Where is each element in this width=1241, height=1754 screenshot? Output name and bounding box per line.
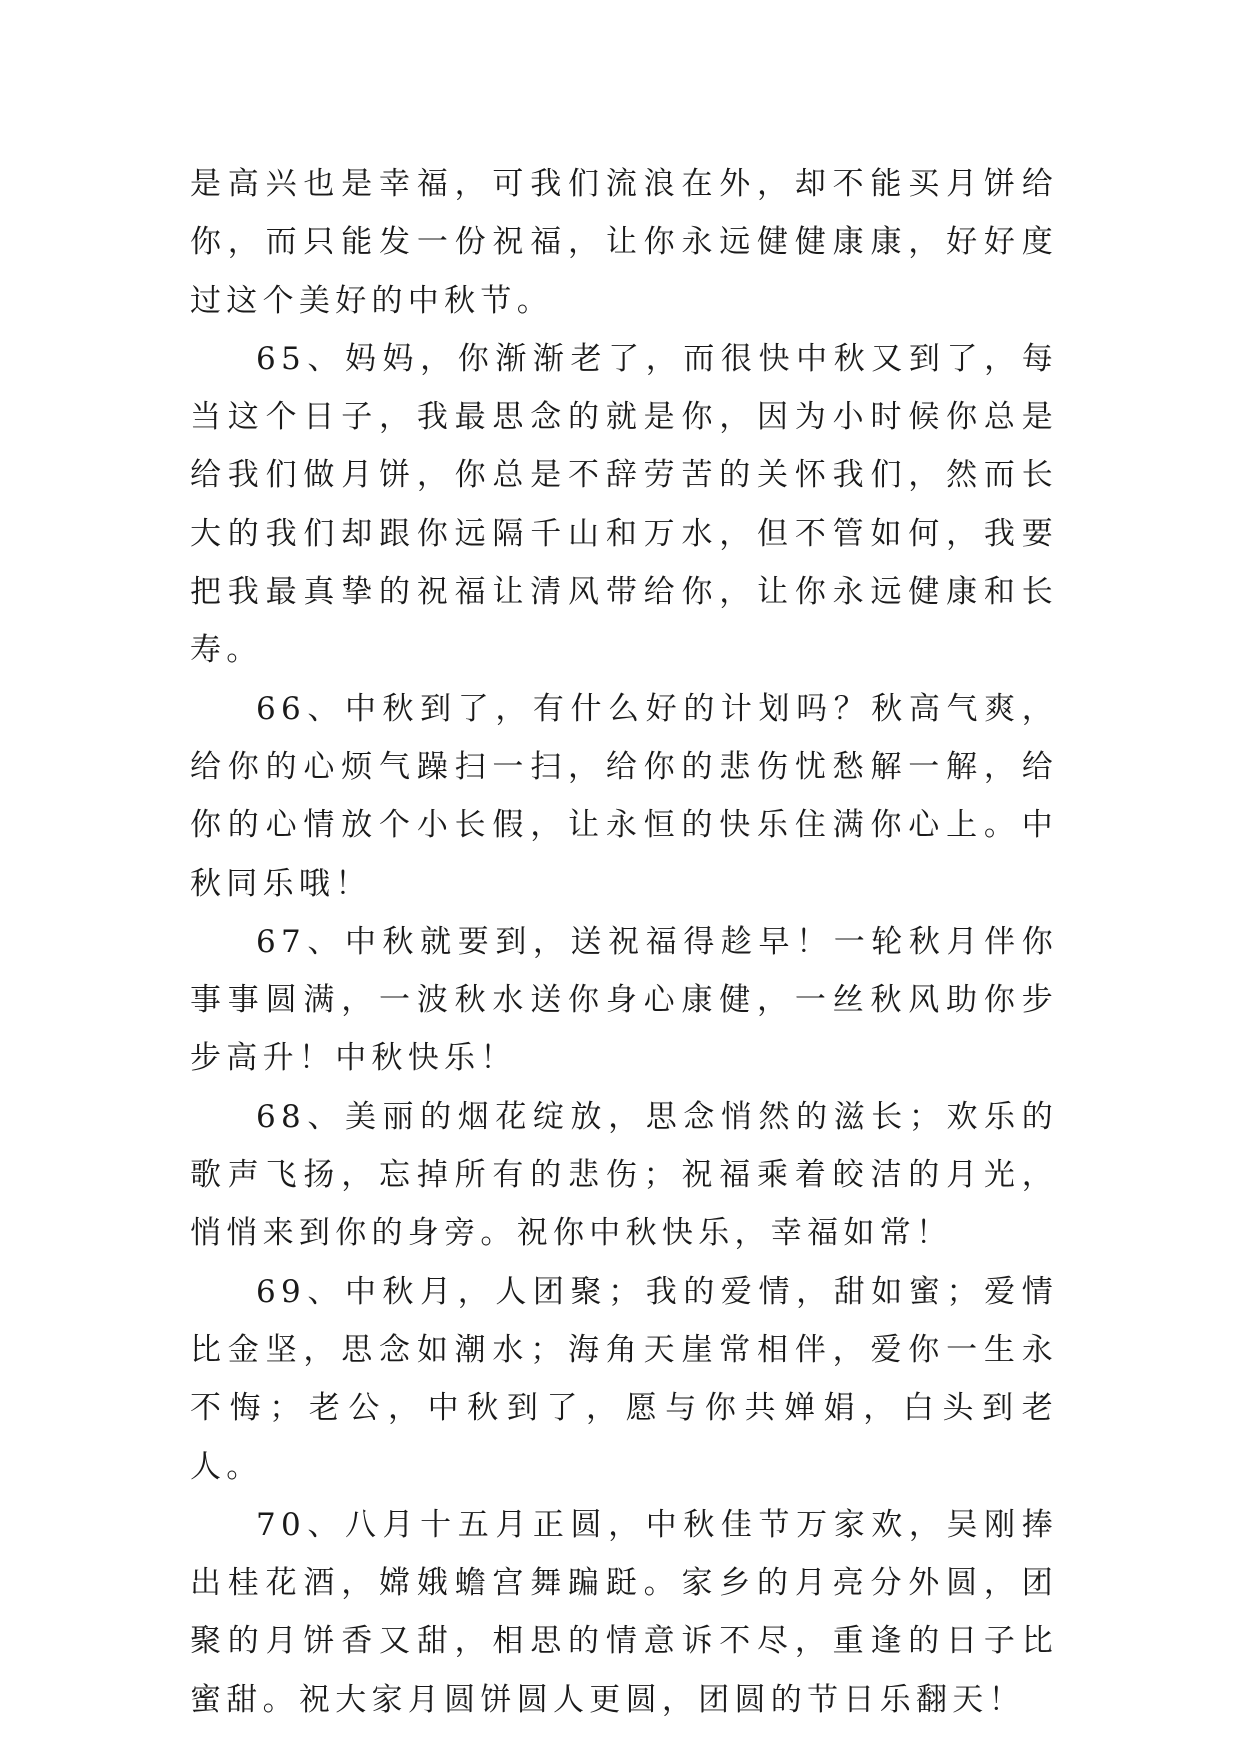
paragraph-67: 67、中秋就要到，送祝福得趁早！一轮秋月伴你事事圆满，一波秋水送你身心康健，一丝秋风助你步步高升！中秋快乐！ [190, 923, 1058, 1077]
paragraph-68: 68、美丽的烟花绽放，思念悄然的滋长；欢乐的歌声飞扬，忘掉所有的悲伤；祝福乘着皎洁的月光，悄悄来到你的身旁。祝你中秋快乐，幸福如常！ [190, 1098, 1058, 1252]
paragraph-66: 66、中秋到了，有什么好的计划吗？秋高气爽，给你的心烦气躁扫一扫，给你的悲伤忧愁解一解，给你的心情放个小长假，让永恒的快乐住满你心上。中秋同乐哦！ [190, 690, 1058, 902]
paragraph-69: 69、中秋月，人团聚；我的爱情，甜如蜜；爱情比金坚，思念如潮水；海角天崖常相伴，爱你一生永不悔；老公，中秋到了，愿与你共婵娟，白头到老人。 [190, 1273, 1058, 1485]
document-body [190, 155, 1058, 1729]
paragraph-continuation: 是高兴也是幸福，可我们流浪在外，却不能买月饼给你，而只能发一份祝福，让你永远健健康康，好好度过这个美好的中秋节。 [190, 166, 1058, 319]
paragraph-65: 65、妈妈，你渐渐老了，而很快中秋又到了，每当这个日子，我最思念的就是你，因为小时候你总是给我们做月饼，你总是不辞劳苦的关怀我们，然而长大的我们却跟你远隔千山和万水，但不管如何，我要把我最真挚的祝福让清风带给你，让你永远健康和长寿。 [190, 340, 1058, 669]
paragraph-70: 70、八月十五月正圆，中秋佳节万家欢，吴刚捧出桂花酒，嫦娥蟾宫舞蹁跹。家乡的月亮分外圆，团聚的月饼香又甜，相思的情意诉不尽，重逢的日子比蜜甜。祝大家月圆饼圆人更圆，团圆的节日乐翻天！ [190, 1506, 1058, 1718]
